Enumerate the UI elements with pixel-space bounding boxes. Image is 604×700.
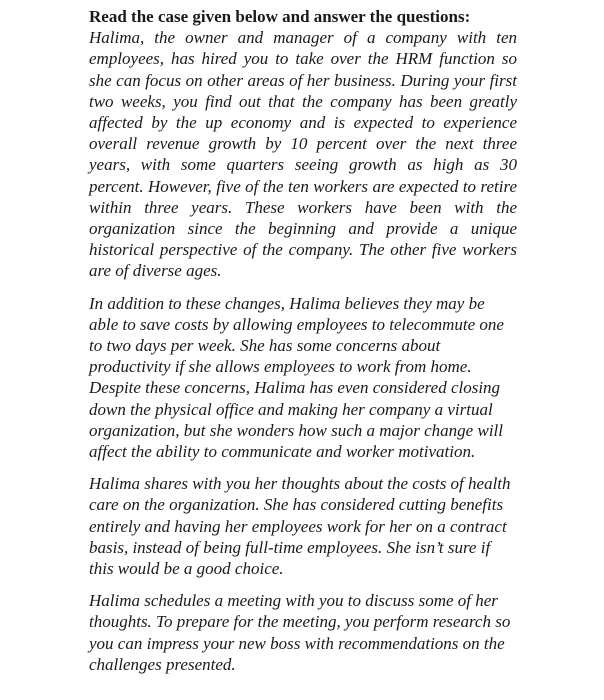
- case-paragraph-1: Halima, the owner and manager of a company with ten employees, has hired you to take over the HRM function so she can focus on other areas of her business. During your first two weeks, you find out that the company has been greatly affected by the up economy and is expected to experience overall revenue growth by 10 percent over the next three years, with some quarters seeing growth as high as 30 percent. However, five of the ten workers are expected to retire within three years. These workers have been with the organization since the beginning and provide a unique historical perspective of the company. The other five workers are of diverse ages.: [89, 28, 517, 281]
- case-paragraph-3: Halima shares with you her thoughts about the costs of health care on the organization. She has considered cutting benefits entirely and having her employees work for her on a contract basis, instead of being full-time employees. She isn’t sure if this would be a good choice.: [89, 474, 511, 579]
- case-paragraph-4: Halima schedules a meeting with you to discuss some of her thoughts. To prepare for the meeting, you perform research so you can impress your new boss with recommendations on the challenges presented.: [89, 591, 511, 674]
- case-paragraph-2: In addition to these changes, Halima believes they may be able to save costs by allowing employees to telecommute one to two days per week. She has some concerns about productivity if she allows employees to work from home. Despite these concerns, Halima has even considered closing down the physical office and making her company a virtual organization, but she wonders how such a major change will affect the ability to communicate and worker motivation.: [89, 293, 504, 462]
- case-heading: Read the case given below and answer the questions:: [89, 7, 471, 26]
- case-study-document: [89, 6, 517, 675]
